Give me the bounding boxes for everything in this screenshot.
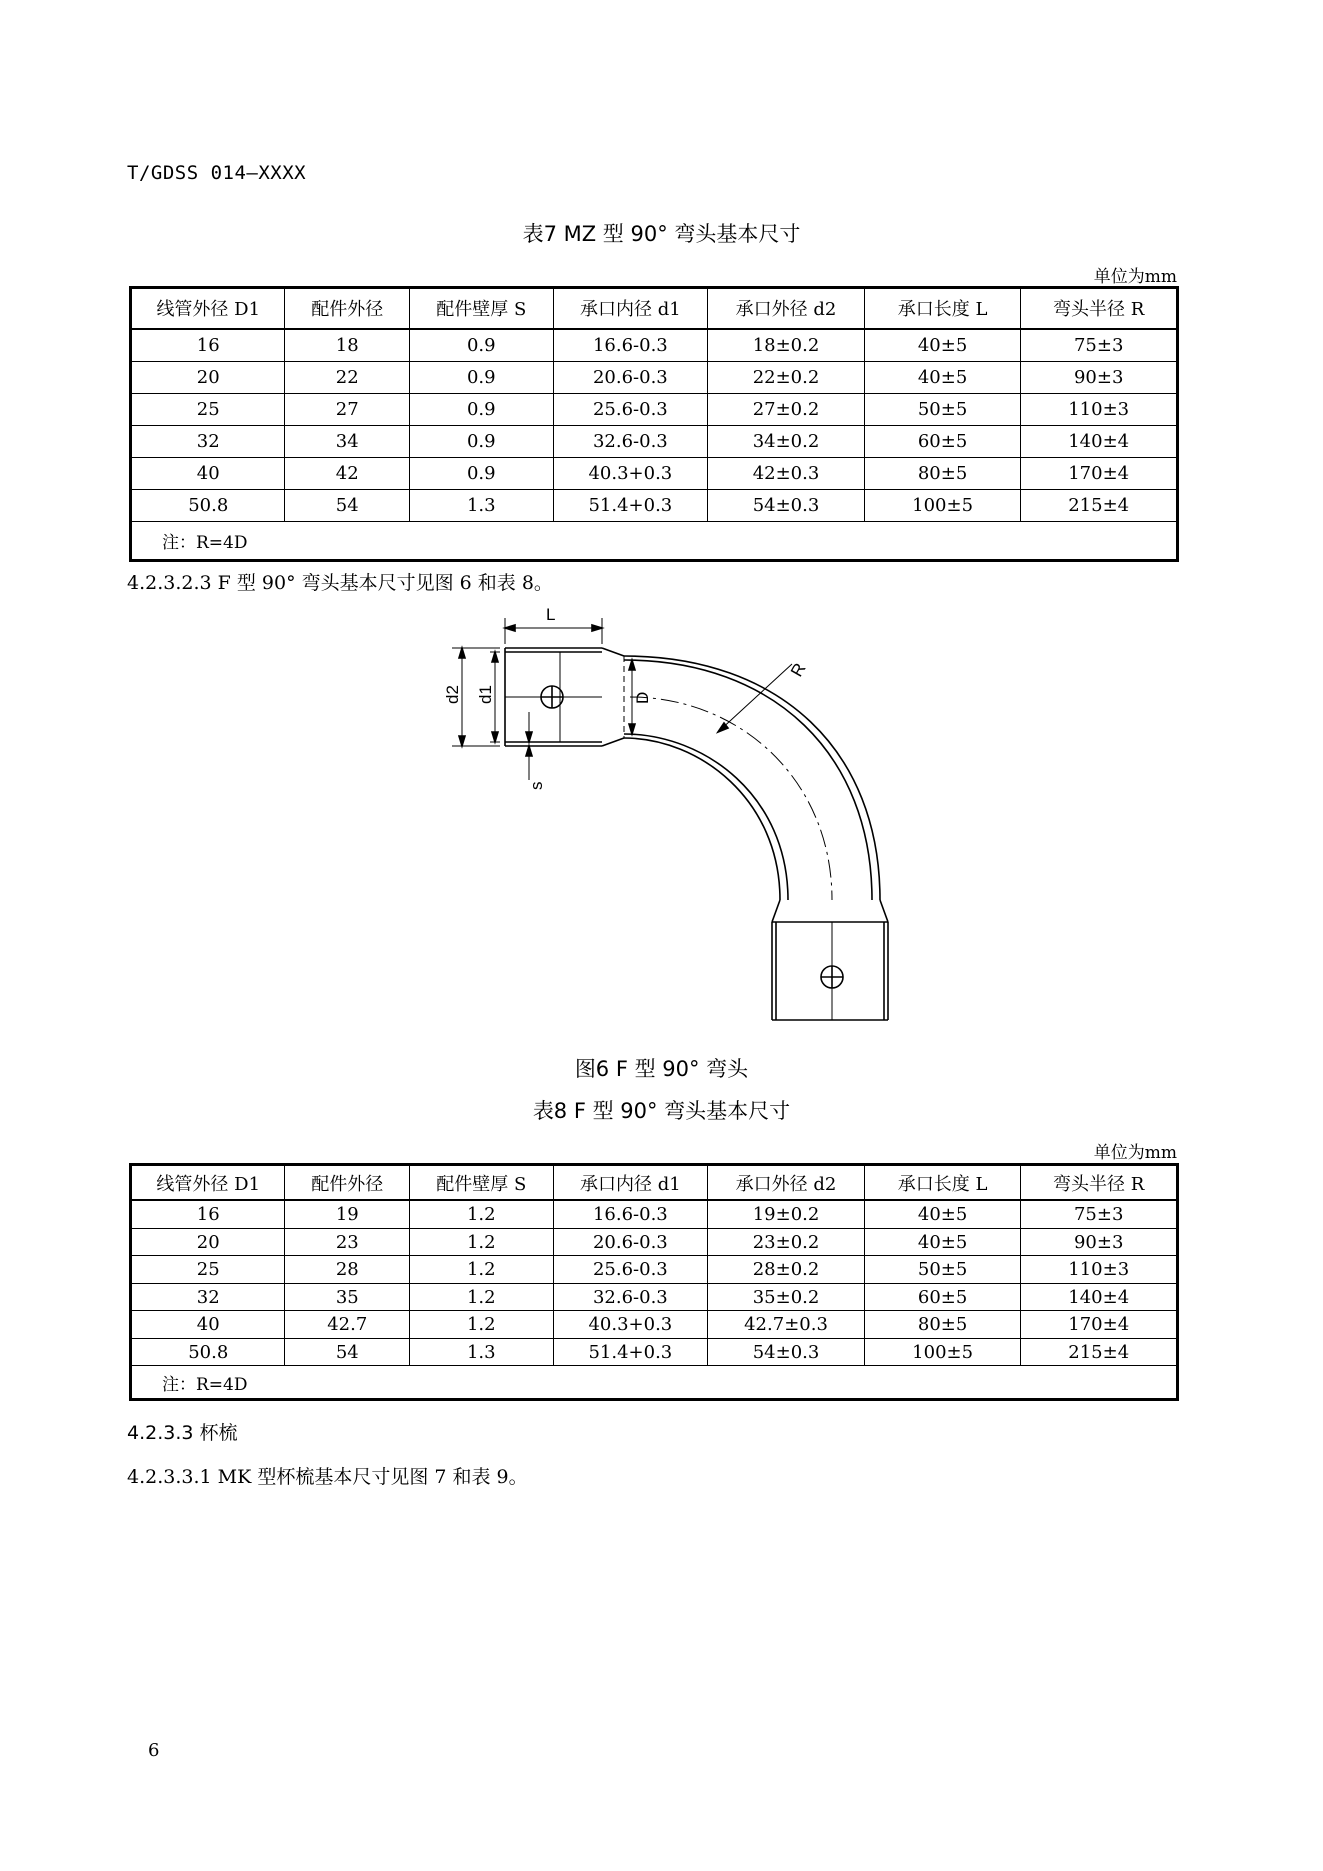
table-cell: 170±4	[1021, 457, 1178, 489]
table-cell: 34	[285, 425, 410, 457]
table-cell: 51.4+0.3	[553, 1338, 708, 1366]
table8-note-row	[131, 1366, 1178, 1400]
table7-caption: 表7 MZ 型 90° 弯头基本尺寸	[522, 222, 801, 246]
table-row	[131, 457, 1178, 489]
table-cell: 75±3	[1021, 1200, 1178, 1228]
table8-note: 注：R=4D	[131, 1366, 1178, 1400]
table-cell: 40±5	[864, 1228, 1021, 1256]
table-cell: 20.6-0.3	[553, 362, 708, 394]
table-cell: 20.6-0.3	[553, 1228, 708, 1256]
table-cell: 54±0.3	[708, 1338, 865, 1366]
table-cell: 215±4	[1021, 489, 1178, 521]
table-cell: 0.9	[410, 362, 553, 394]
table-cell: 32	[131, 1283, 285, 1311]
table-cell: 140±4	[1021, 425, 1178, 457]
table8-header-cell: 线管外径 D1	[131, 1165, 285, 1201]
table7-note: 注：R=4D	[131, 521, 1178, 560]
table7-note-row	[131, 521, 1178, 560]
table-row	[131, 1256, 1178, 1284]
table-cell: 75±3	[1021, 329, 1178, 362]
figure6-label-L: L	[546, 605, 556, 624]
table-cell: 90±3	[1021, 1228, 1178, 1256]
table-cell: 40±5	[864, 329, 1021, 362]
figure6-label-s: s	[527, 781, 546, 790]
table-cell: 1.3	[410, 489, 553, 521]
table-cell: 32	[131, 425, 285, 457]
table-cell: 42.7	[285, 1311, 410, 1339]
document-number: T/GDSS 014—XXXX	[127, 162, 307, 184]
table7	[129, 286, 1179, 562]
table-cell: 20	[131, 1228, 285, 1256]
table7-header-cell: 配件壁厚 S	[410, 288, 553, 329]
paragraph-4-2-3-2-3: 4.2.3.2.3 F 型 90° 弯头基本尺寸见图 6 和表 8。	[127, 572, 553, 594]
table-cell: 50.8	[131, 489, 285, 521]
table-cell: 25	[131, 393, 285, 425]
table-cell: 23±0.2	[708, 1228, 865, 1256]
table8-caption: 表8 F 型 90° 弯头基本尺寸	[532, 1099, 791, 1123]
table-cell: 100±5	[864, 1338, 1021, 1366]
table-row	[131, 362, 1178, 394]
table-cell: 90±3	[1021, 362, 1178, 394]
table-cell: 170±4	[1021, 1311, 1178, 1339]
table-cell: 80±5	[864, 1311, 1021, 1339]
table-cell: 110±3	[1021, 1256, 1178, 1284]
table-row	[131, 1283, 1178, 1311]
table-row	[131, 489, 1178, 521]
table-cell: 42±0.3	[708, 457, 865, 489]
table-cell: 54	[285, 489, 410, 521]
table-cell: 1.3	[410, 1338, 553, 1366]
figure6-elbow-drawing	[400, 600, 920, 1040]
table-cell: 16.6-0.3	[553, 329, 708, 362]
table-cell: 27±0.2	[708, 393, 865, 425]
table-row	[131, 393, 1178, 425]
table-cell: 54	[285, 1338, 410, 1366]
table7-header-cell: 弯头半径 R	[1021, 288, 1178, 329]
figure6-label-d2: d2	[443, 685, 462, 704]
table8-header-cell: 承口外径 d2	[708, 1165, 865, 1201]
table8-unit: 单位为mm	[1093, 1143, 1177, 1163]
table-cell: 40.3+0.3	[553, 457, 708, 489]
table7-header-cell: 承口外径 d2	[708, 288, 865, 329]
table-cell: 110±3	[1021, 393, 1178, 425]
table-cell: 19±0.2	[708, 1200, 865, 1228]
table-cell: 100±5	[864, 489, 1021, 521]
paragraph-4-2-3-3-1: 4.2.3.3.1 MK 型杯梳基本尺寸见图 7 和表 9。	[127, 1466, 528, 1488]
table-cell: 215±4	[1021, 1338, 1178, 1366]
table-row	[131, 1338, 1178, 1366]
table-cell: 35	[285, 1283, 410, 1311]
figure6-caption: 图6 F 型 90° 弯头	[574, 1057, 749, 1081]
table-cell: 0.9	[410, 393, 553, 425]
table-row	[131, 1311, 1178, 1339]
table-cell: 51.4+0.3	[553, 489, 708, 521]
figure6-label-D: D	[633, 691, 652, 704]
table-cell: 35±0.2	[708, 1283, 865, 1311]
table7-header-row	[131, 288, 1178, 329]
table8-header-cell: 配件外径	[285, 1165, 410, 1201]
table-row	[131, 1228, 1178, 1256]
table7-header-cell: 承口长度 L	[864, 288, 1021, 329]
table-cell: 28	[285, 1256, 410, 1284]
table-cell: 40±5	[864, 1200, 1021, 1228]
table-cell: 25	[131, 1256, 285, 1284]
table-cell: 1.2	[410, 1311, 553, 1339]
table-cell: 1.2	[410, 1200, 553, 1228]
table-row	[131, 329, 1178, 362]
table7-unit: 单位为mm	[1093, 267, 1177, 287]
table-cell: 40	[131, 1311, 285, 1339]
table8-header-cell: 配件壁厚 S	[410, 1165, 553, 1201]
table8-header-cell: 承口内径 d1	[553, 1165, 708, 1201]
table-cell: 27	[285, 393, 410, 425]
table-cell: 28±0.2	[708, 1256, 865, 1284]
table-cell: 80±5	[864, 457, 1021, 489]
table-cell: 42.7±0.3	[708, 1311, 865, 1339]
table-cell: 40.3+0.3	[553, 1311, 708, 1339]
table-cell: 22±0.2	[708, 362, 865, 394]
table-cell: 0.9	[410, 329, 553, 362]
table-cell: 1.2	[410, 1256, 553, 1284]
table-cell: 50.8	[131, 1338, 285, 1366]
table-cell: 18±0.2	[708, 329, 865, 362]
table-cell: 16	[131, 329, 285, 362]
table-cell: 54±0.3	[708, 489, 865, 521]
table-cell: 140±4	[1021, 1283, 1178, 1311]
figure6-label-R: R	[787, 659, 810, 680]
table-cell: 20	[131, 362, 285, 394]
figure6-label-d1: d1	[476, 685, 495, 704]
table8-header-row	[131, 1165, 1178, 1201]
table-cell: 1.2	[410, 1228, 553, 1256]
table7-header-cell: 配件外径	[285, 288, 410, 329]
table-cell: 60±5	[864, 1283, 1021, 1311]
table-cell: 18	[285, 329, 410, 362]
table-cell: 34±0.2	[708, 425, 865, 457]
table-cell: 1.2	[410, 1283, 553, 1311]
table8-header-cell: 弯头半径 R	[1021, 1165, 1178, 1201]
table-cell: 40±5	[864, 362, 1021, 394]
table-cell: 0.9	[410, 425, 553, 457]
table-cell: 22	[285, 362, 410, 394]
table-cell: 42	[285, 457, 410, 489]
table-cell: 50±5	[864, 393, 1021, 425]
table-row	[131, 425, 1178, 457]
section-heading-4-2-3-3: 4.2.3.3 杯梳	[127, 1422, 238, 1444]
table-cell: 25.6-0.3	[553, 393, 708, 425]
table-cell: 16	[131, 1200, 285, 1228]
table-row	[131, 1200, 1178, 1228]
table8-header-cell: 承口长度 L	[864, 1165, 1021, 1201]
table8	[129, 1163, 1179, 1401]
table7-header-cell: 承口内径 d1	[553, 288, 708, 329]
page-number: 6	[148, 1740, 160, 1761]
table-cell: 50±5	[864, 1256, 1021, 1284]
table-cell: 32.6-0.3	[553, 1283, 708, 1311]
table-cell: 0.9	[410, 457, 553, 489]
table-cell: 40	[131, 457, 285, 489]
table-cell: 16.6-0.3	[553, 1200, 708, 1228]
table-cell: 25.6-0.3	[553, 1256, 708, 1284]
table-cell: 23	[285, 1228, 410, 1256]
table-cell: 19	[285, 1200, 410, 1228]
table7-header-cell: 线管外径 D1	[131, 288, 285, 329]
table-cell: 32.6-0.3	[553, 425, 708, 457]
table-cell: 60±5	[864, 425, 1021, 457]
